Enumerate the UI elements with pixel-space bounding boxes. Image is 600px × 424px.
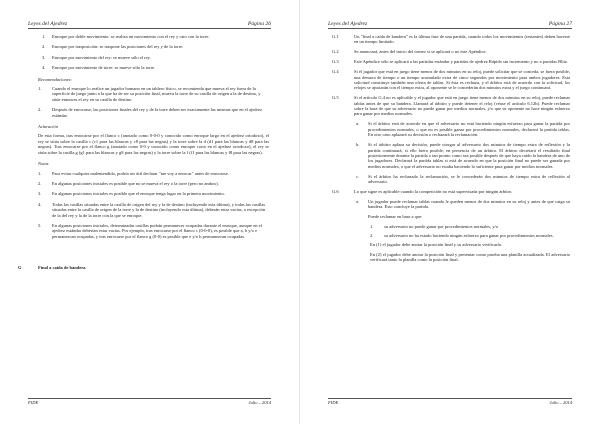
page-number: Página 26 <box>247 21 271 27</box>
clarification-paragraph: De esta forma, tras enrocarse por el flanco c (anotado como 0-0-0 y conocido como enroque largo en el ajedrez ortodoxo), el rey se sitúa sobre la casilla c (c1 para las blancas y c8 para las negras) y la torre sobre la d (d1 para las blancas y d8 para las negras). Tras enrocarse por el flanco g (anotado como 0-0 y conocido como enroque corto en el ajedrez ortodoxo), el rey se sitúa sobre la casilla g (g1 para las blancas y g8 para las negras) y la torre sobre la f (f1 para las blancas y f8 para las negras). <box>38 133 269 155</box>
item-number: 1. <box>38 86 42 92</box>
list-item <box>30 65 269 70</box>
article-number: G.1 <box>332 34 339 39</box>
article-number: G.5 <box>332 95 339 101</box>
article-g3 <box>330 59 570 64</box>
footer-org: FIDE <box>28 400 39 405</box>
list-item <box>30 55 269 60</box>
page-footer <box>28 398 271 405</box>
en1-paragraph: En (1) el jugador debe anotar la posición final y su adversario verificarla. <box>370 242 502 248</box>
article-text: Lo que sigue es aplicable cuando la competición no está supervisada por ningún árbitro. <box>354 188 513 194</box>
article-text: Un "final a caída de bandera" es la última fase de una partida, cuando todos los movimientos (restantes) deben hacerse en un tiempo limitado. <box>354 34 570 45</box>
sub-text: Un jugador puede reclamar tablas cuando le queden menos de dos minutos en su reloj y antes de que caiga su bandera. Esto concluye la partida. <box>368 198 570 210</box>
list-item <box>30 181 269 186</box>
page-number: Página 27 <box>548 21 572 27</box>
article-g4 <box>330 69 570 91</box>
list-item <box>30 223 269 239</box>
article-number: G.3 <box>332 59 339 65</box>
clarification-heading: Aclaración <box>38 124 58 130</box>
notes-heading: Notas <box>38 161 49 167</box>
item-text: Para evitar cualquier malentendido, podría ser útil declarar "me voy a enrocar" antes de enrocarse. <box>52 170 229 176</box>
item-text: Enroque por movimiento del rey: se mueve sólo el rey. <box>52 54 151 60</box>
sub-letter: a. <box>356 121 360 127</box>
article-text: Si el artículo G.4 no es aplicable y el jugador que está en juego tiene menos de dos minutos en su reloj, puede reclamar tablas antes de que su bandera. Llamará al árbitro y puede detener el reloj (véase el artículo 6.12b). Puede reclamar sobre la base de que su adversario no puede ganar por medios normales, y/o que su oponente no hace ningún esfuerzo para ganar por medios normales. <box>354 95 570 117</box>
item-number: 3. <box>42 54 46 60</box>
sub-text: Si el árbitro ha rechazado la reclamación, se le concederán dos minutos de tiempo extra de reflexión al adversario. <box>368 173 570 185</box>
item-number: 4. <box>38 201 42 207</box>
footer-date: Julio – 2014 <box>549 400 572 405</box>
item-number: 3. <box>38 191 42 197</box>
item-text: Después de enrocarse, las posiciones finales del rey y de la torre deben ser exactamente las mismas que en el ajedrez estándar. <box>52 107 263 118</box>
article-number: G.2 <box>332 49 339 55</box>
item-number: 2. <box>38 180 42 186</box>
article-text: Este Apéndice sólo se aplicará a las partidas estándar y partidas de ajedrez Rápido sin incremento y no a partidas Blitz. <box>354 59 569 65</box>
header-title: Leyes del Ajedrez <box>328 21 368 27</box>
right-page <box>300 0 600 424</box>
page-header <box>328 20 572 29</box>
sub-letter: c. <box>356 173 360 179</box>
list-item <box>30 202 269 218</box>
item-text: Todas las casillas situadas entre la casilla de origen del rey y la de destino (incluyendo esta última), y todas las casillas situadas entre la casilla de origen de la torre y la de destino (incluyendo esta última), deberán estar vacías, a excepción de la del rey y la de la torre con la que se enroque. <box>52 201 266 218</box>
item-number: 2. <box>38 107 42 113</box>
section-letter: G <box>18 265 22 271</box>
list-item <box>30 34 269 39</box>
sub-letter: b. <box>356 142 360 148</box>
item-text: Enroque por trasposición: se traspone las posiciones del rey y de la torre. <box>52 44 184 50</box>
en2-paragraph: En (2) el jugador debe anotar la posición final y presentar como prueba una planilla actualizada. El adversario verificará tanto la planilla como la posición final. <box>370 251 570 263</box>
plain-paragraph: Puede reclamar en base a que: <box>368 214 423 220</box>
section-title: Final a caída de bandera <box>38 265 86 271</box>
article-text: Se anunciará, antes del inicio del torneo si se aplicará o no este Apéndice. <box>354 49 487 55</box>
sub-text: Si el árbitro está de acuerdo en que el adversario no está haciendo ningún esfuerzo para ganar la partida por procedimientos normales, o que no es posible ganar por procedimientos normales, declarará la partida tablas. En otro caso aplazará su decisión o rechazará la reclamación. <box>368 121 570 138</box>
sub-item <box>330 174 570 185</box>
recommendations-heading: Recomendaciones: <box>38 76 72 82</box>
claim-text: su adversario no ha estado haciendo ningún esfuerzo para ganar por procedimientos normales. <box>384 232 554 238</box>
article-g1 <box>330 34 570 45</box>
article-text: Si el jugador que está en juego tiene menos de dos minutos en su reloj, puede solicitar que se conceda, se fuera posible, una demora de tiempo o un tiempo acumulado extra de cinco segundos por movimiento para ambos jugadores. Esta solicitud constituye también una oferta de tablas. Si ésta es rechaza, y el árbitro está de acuerdo con la solicitud, los relojes se ajustarán con el tiempo extra, al oponente se le concederán dos minutos extra y el juego continuará. <box>354 69 570 91</box>
article-g2 <box>330 49 570 54</box>
page-header <box>28 20 271 29</box>
header-title: Leyes del Ajedrez <box>28 21 68 27</box>
item-text: Cuando el enroque lo realice un jugador humano en un tablero físico, se recomienda que mueva el rey fuera de la superficie de juego junto a la que ha de ser su posición final, mueva la torre de su casilla de origen a la de destino, y sitúe entonces el rey en su casilla de destino. <box>52 86 261 102</box>
list-item <box>30 171 269 176</box>
article-g5 <box>330 95 570 117</box>
item-text: En algunas posiciones iniciales, determinadas casillas podrán permanecer ocupadas durante el enroque, aunque en el ajedrez estándar deberían estar vacías. Por ejemplo, tras enrocarse por el flanco c (0-0-0), es posible que a, b y/o e permanezcan ocupadas, y tras enrocarse por el flanco g (0-0) es posible que e y/o h permanezcan ocupadas. <box>52 222 262 239</box>
sub-item <box>330 142 570 169</box>
sub-text: Si el árbitro aplaza su decisión, puede otorgar al adversario dos minutos de tiempo extra de reflexión y la partida continuará, si ello fuera posible, en presencia de un árbitro. El árbitro decretará el resultado final posteriormente durante la partida o tan pronto como sea posible después de que haya caído la bandera de uno de los jugadores. Declarará la partida tablas si está de acuerdo en que la posición final no puede ser ganada por medios normales, o que el adversario no estaba haciendo lo suficiente para ganar por medios normales. <box>368 142 570 169</box>
claim-text: su adversario no puede ganar por procedimientos normales, y/o <box>384 223 499 229</box>
item-text: En algunas posiciones iniciales es posible que el enroque tenga lugar en la primera movimiento. <box>52 191 225 197</box>
sub-letter: a. <box>356 198 360 204</box>
item-number: 4. <box>42 65 46 71</box>
section-heading <box>18 265 269 271</box>
page-footer <box>328 398 572 405</box>
claim-item <box>330 224 570 229</box>
list-item <box>30 107 269 118</box>
item-text: Enroque por doble movimiento: se realiza un movimiento con el rey y otro con la torre. <box>52 34 210 39</box>
footer-org: FIDE <box>328 400 339 405</box>
claim-number: 1. <box>370 223 374 229</box>
footer-date: Julio – 2014 <box>248 400 271 405</box>
claim-item <box>330 233 570 238</box>
claim-number: 2. <box>370 232 374 238</box>
page-body <box>330 34 570 267</box>
article-number: G.4 <box>332 69 339 75</box>
item-text: En algunas posiciones iniciales es posible que no se mueva el rey o la torre (pero no ambos). <box>52 180 219 186</box>
item-number: 5. <box>38 222 42 228</box>
sub-item <box>330 199 570 210</box>
item-number: 1. <box>42 34 46 39</box>
item-number: 2. <box>42 44 46 50</box>
page-body <box>18 34 269 271</box>
sub-item <box>330 121 570 137</box>
article-number: G.6 <box>332 188 339 194</box>
item-number: 1. <box>38 170 42 176</box>
list-item <box>30 86 269 102</box>
list-item <box>30 44 269 49</box>
list-item <box>30 191 269 196</box>
article-g6 <box>330 189 570 194</box>
item-text: Enroque por movimiento de torre: se mueve sólo la torre. <box>52 65 156 71</box>
